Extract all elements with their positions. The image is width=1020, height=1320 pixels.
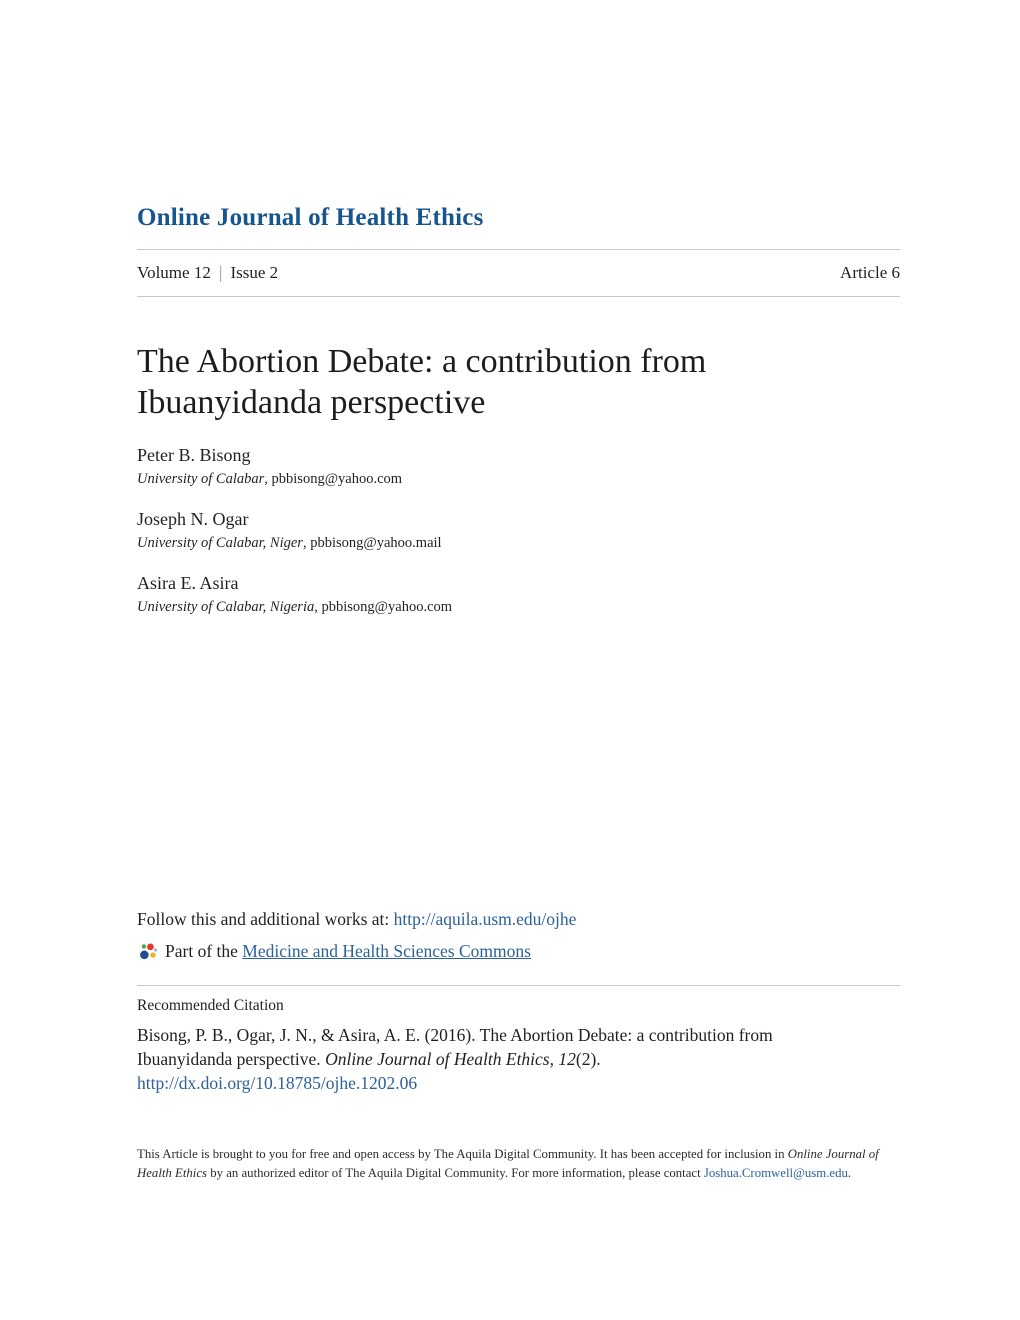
header-rule-top [137,249,900,250]
footer-text-after: by an authorized editor of The Aquila Digital Community. For more information, please contact [207,1166,704,1180]
author-name: Asira E. Asira [137,573,239,593]
part-of-label: Part of the [165,941,243,961]
volume-issue-divider: | [218,262,223,282]
recommended-citation-text [137,1023,843,1095]
citation-text-middle: (2). [575,1049,601,1069]
part-of-row [137,939,900,963]
repository-link[interactable]: http://aquila.usm.edu/ojhe [393,909,577,929]
commons-link[interactable]: Medicine and Health Sciences Commons [242,941,531,961]
author-email: pbbisong@yahoo.com [321,599,453,615]
footer-text-end: . [847,1166,852,1180]
author-block [137,443,900,489]
part-of-text [165,939,531,963]
digital-commons-network-icon [137,941,158,962]
author-email: pbbisong@yahoo.mail [310,535,442,551]
affiliation-text: University of Calabar, Nigeria [137,599,315,615]
volume-issue-row [137,261,900,284]
citation-rule [137,985,900,986]
volume-label: Volume 12 [137,263,211,282]
author-name: Peter B. Bisong [137,445,251,465]
contact-email-link[interactable]: Joshua.Cromwell@usm.edu [703,1166,848,1180]
volume-issue [137,261,278,284]
author-block [137,507,900,553]
article-title-line2: Ibuanyidanda perspective [137,384,486,421]
citation-text-before: Bisong, P. B., Ogar, J. N., & Asira, A. E. (2016). The Abortion Debate: a contribution from Ibuanyidanda perspective. [137,1025,773,1069]
issue-label: Issue 2 [230,263,279,282]
affiliation-separator: , [302,535,311,551]
follow-works-label: Follow this and additional works at: [137,909,394,929]
author-affiliation [137,598,900,617]
journal-title: Online Journal of Health Ethics [137,204,484,231]
affiliation-separator: , [314,599,322,615]
recommended-citation-heading: Recommended Citation [137,997,284,1014]
follow-works-row [137,907,900,931]
header-rule-bottom [137,296,900,297]
article-number: Article 6 [840,263,900,282]
footer-journal-name: Online Journal of Health Ethics [137,1147,879,1180]
affiliation-separator: , [264,471,272,487]
author-affiliation [137,534,900,553]
footer-text-before: This Article is brought to you for free and open access by The Aquila Digital Community. It has been accepted for inclusion in [137,1147,788,1161]
author-affiliation [137,470,900,489]
open-access-note [137,1145,900,1183]
author-block [137,571,900,617]
doi-link[interactable]: http://dx.doi.org/10.18785/ojhe.1202.06 [137,1073,418,1093]
citation-journal-name: Online Journal of Health Ethics, 12 [325,1049,576,1069]
author-name: Joseph N. Ogar [137,509,249,529]
author-list [137,443,900,617]
affiliation-text: University of Calabar [137,471,265,487]
article-title [137,341,900,423]
affiliation-text: University of Calabar, Niger [137,535,303,551]
author-email: pbbisong@yahoo.com [271,471,403,487]
article-title-line1: The Abortion Debate: a contribution from [137,343,707,380]
